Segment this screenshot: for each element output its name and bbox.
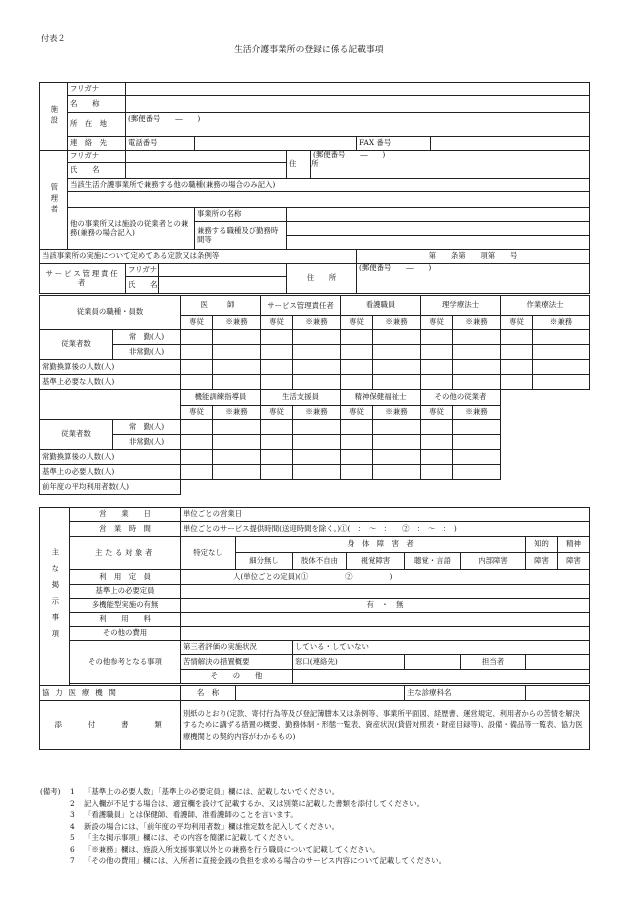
others-field[interactable] bbox=[293, 670, 590, 684]
target-physical-visual[interactable]: 視覚障害 bbox=[347, 553, 405, 570]
cell[interactable] bbox=[453, 345, 501, 360]
cell[interactable] bbox=[421, 435, 453, 450]
cell[interactable] bbox=[261, 420, 293, 435]
cell[interactable] bbox=[213, 345, 261, 360]
service-manager-furigana-label: フリガナ bbox=[126, 264, 159, 277]
cell[interactable] bbox=[341, 375, 373, 390]
target-unspecified[interactable]: 特定なし bbox=[181, 537, 236, 570]
role-header-8: 精神保健福祉士 bbox=[341, 390, 421, 406]
cell[interactable] bbox=[421, 375, 453, 390]
cell[interactable] bbox=[421, 465, 453, 480]
target-physical-limb[interactable]: 肢体不自由 bbox=[293, 553, 347, 570]
cell[interactable] bbox=[293, 330, 341, 345]
cell[interactable] bbox=[453, 420, 501, 435]
cell[interactable] bbox=[341, 420, 373, 435]
cell[interactable] bbox=[501, 360, 533, 375]
cell[interactable] bbox=[373, 465, 421, 480]
manager-address-label: 住 所 bbox=[287, 151, 311, 179]
capacity-field[interactable]: 人(単位ごとの定員)(① ② ) bbox=[181, 570, 590, 585]
office-name-label: 事業所の名称 bbox=[195, 208, 287, 222]
full-time-label: 専従 bbox=[341, 406, 373, 420]
cell[interactable] bbox=[181, 465, 213, 480]
manager-furigana-label: フリガナ bbox=[68, 151, 126, 163]
cell[interactable] bbox=[453, 330, 501, 345]
note-number: 6 bbox=[70, 844, 75, 854]
cell[interactable] bbox=[261, 375, 293, 390]
medical-name-field[interactable] bbox=[236, 686, 405, 701]
nonregular-label: 非常勤(人) bbox=[113, 345, 181, 360]
cell[interactable] bbox=[341, 465, 373, 480]
facility-contact-label: 連 絡 先 bbox=[68, 137, 126, 151]
medical-name-label: 名 称 bbox=[181, 686, 236, 701]
reference-label: その他参考となる事項 bbox=[70, 641, 181, 684]
service-manager-furigana-field[interactable] bbox=[159, 264, 287, 277]
medical-dept-field[interactable] bbox=[526, 686, 590, 701]
manager-other-concurrent-label: 他の事業所又は施設の従業者との兼務(兼務の場合記入) bbox=[68, 208, 195, 250]
cell[interactable] bbox=[293, 375, 341, 390]
cell[interactable] bbox=[293, 420, 341, 435]
facility-furigana-label: フリガナ bbox=[68, 83, 126, 96]
role-header-4: 理学療法士 bbox=[421, 296, 501, 316]
complaints-person: 担当者 bbox=[461, 655, 526, 670]
cell[interactable] bbox=[341, 435, 373, 450]
notes-heading: (備考) bbox=[40, 787, 61, 796]
role-header-3: 看護職員 bbox=[341, 296, 421, 316]
cell[interactable] bbox=[293, 450, 341, 465]
cell[interactable] bbox=[373, 450, 421, 465]
complaints-label: 苦情解決の措置概要 bbox=[181, 655, 293, 670]
cell[interactable] bbox=[261, 450, 293, 465]
cell[interactable] bbox=[181, 330, 213, 345]
service-manager-name-field[interactable] bbox=[159, 277, 287, 294]
cell[interactable] bbox=[293, 345, 341, 360]
note-text: 「※兼務」欄は、施設入所支援事業以外との兼務を行う職員について記載してください。 bbox=[84, 844, 380, 854]
multi-function-field[interactable]: 有 ・ 無 bbox=[181, 599, 590, 613]
table-row bbox=[40, 345, 590, 360]
staff-table bbox=[39, 295, 590, 495]
target-label: 主たる対象者 bbox=[70, 537, 181, 570]
regular-label: 常 勤(人) bbox=[113, 420, 181, 435]
other-fees-label: その他の費用 bbox=[70, 627, 181, 641]
cell[interactable] bbox=[261, 345, 293, 360]
target-mental-sub: 障害 bbox=[558, 553, 590, 570]
regulation-article-field[interactable]: 第 条第 項第 号 bbox=[357, 250, 590, 264]
medical-label: 協力医療機関 bbox=[40, 686, 181, 701]
cell[interactable] bbox=[293, 465, 341, 480]
target-physical-hearing[interactable]: 聴覚・言語 bbox=[405, 553, 461, 570]
cell[interactable] bbox=[181, 345, 213, 360]
role-header-6: 機能訓練指導員 bbox=[181, 390, 261, 406]
facility-fax-field[interactable] bbox=[431, 137, 590, 151]
cell[interactable] bbox=[453, 375, 501, 390]
cell[interactable] bbox=[213, 450, 261, 465]
cell[interactable] bbox=[453, 465, 501, 480]
cell[interactable] bbox=[341, 450, 373, 465]
cell[interactable] bbox=[533, 360, 590, 375]
full-time-label: 専従 bbox=[261, 316, 293, 330]
note-item bbox=[40, 821, 600, 833]
business-hours-label: 営 業 時 間 bbox=[70, 522, 181, 537]
others-label: そ の 他 bbox=[181, 670, 293, 684]
concurrent-label: ※兼務 bbox=[453, 316, 501, 330]
staff-label: 従業員の職種・員数 bbox=[40, 296, 181, 330]
cell[interactable] bbox=[181, 360, 213, 375]
complaints-person-field[interactable] bbox=[526, 655, 590, 670]
facility-phone-label: 電話番号 bbox=[126, 137, 195, 151]
manager-concurrent-field[interactable] bbox=[68, 192, 590, 208]
full-time-label: 専従 bbox=[501, 316, 533, 330]
cell[interactable] bbox=[501, 375, 533, 390]
facility-phone-field[interactable] bbox=[195, 137, 357, 151]
cell[interactable] bbox=[293, 435, 341, 450]
capacity-label: 利 用 定 員 bbox=[70, 570, 181, 585]
required-count-label: 基準上必要な人数(人) bbox=[40, 375, 181, 390]
notes bbox=[40, 786, 600, 867]
multi-function-label: 多機能型実施の有無 bbox=[70, 599, 181, 613]
full-time-label: 専従 bbox=[181, 406, 213, 420]
cell[interactable] bbox=[453, 360, 501, 375]
cell[interactable] bbox=[453, 435, 501, 450]
note-item bbox=[40, 832, 600, 844]
cell[interactable] bbox=[341, 330, 373, 345]
regular-label: 常 勤(人) bbox=[113, 330, 181, 345]
cell[interactable] bbox=[341, 360, 373, 375]
note-text: 「その他の費用」欄には、入所者に直接金銭の負担を求める場合のサービス内容について記載してください。 bbox=[84, 856, 446, 866]
concurrent-label: ※兼務 bbox=[373, 406, 421, 420]
cell[interactable] bbox=[453, 450, 501, 465]
cell[interactable] bbox=[373, 345, 421, 360]
cell[interactable] bbox=[373, 435, 421, 450]
role-header-2: サービス管理責任者 bbox=[261, 296, 341, 316]
concurrent-label: ※兼務 bbox=[533, 316, 590, 330]
manager-postal-code[interactable]: (郵便番号 ― ) bbox=[311, 151, 590, 179]
other-fees-field[interactable] bbox=[181, 627, 590, 641]
cell[interactable] bbox=[213, 435, 261, 450]
complaints-window-field[interactable] bbox=[405, 655, 461, 670]
cell[interactable] bbox=[421, 450, 453, 465]
concurrent-label: ※兼務 bbox=[213, 406, 261, 420]
concurrent-label: ※兼務 bbox=[293, 316, 341, 330]
table-row bbox=[40, 330, 590, 345]
required-capacity-field[interactable] bbox=[181, 585, 590, 599]
concurrent-duties-label: 兼務する職種及び勤務時間等 bbox=[195, 222, 287, 250]
full-time-label: 専従 bbox=[341, 316, 373, 330]
note-item bbox=[40, 786, 600, 798]
cell[interactable] bbox=[261, 435, 293, 450]
target-intellectual-sub: 障害 bbox=[526, 553, 558, 570]
cell[interactable] bbox=[213, 330, 261, 345]
nonregular-label: 非常勤(人) bbox=[113, 435, 181, 450]
postings-group-label: 主な掲示事項 bbox=[40, 508, 70, 686]
business-days-label: 営 業 日 bbox=[70, 508, 181, 522]
cell[interactable] bbox=[421, 345, 453, 360]
manager-concurrent-header: 当該生活介護事業所で兼務する他の職種(兼務の場合のみ記入) bbox=[68, 179, 590, 192]
service-manager-postal-code[interactable]: (郵便番号 ― ) bbox=[357, 264, 590, 294]
full-time-label: 専従 bbox=[421, 316, 453, 330]
cell[interactable] bbox=[213, 420, 261, 435]
prev-users-label: 前年度の平均利用者数(人) bbox=[40, 480, 181, 495]
cell[interactable] bbox=[421, 420, 453, 435]
cell[interactable] bbox=[341, 345, 373, 360]
employee-count-label: 従業者数 bbox=[40, 420, 113, 450]
fee-field[interactable] bbox=[181, 613, 590, 627]
form-title: 生活介護事業所の登録に係る記載事項 bbox=[234, 45, 384, 55]
cell[interactable] bbox=[293, 360, 341, 375]
note-item bbox=[40, 855, 600, 867]
regulation-label: 当該事業所の実施について定めてある定款又は条例等 bbox=[40, 250, 357, 264]
target-physical: 身 体 障 害 者 bbox=[236, 537, 526, 553]
note-text: 「主な掲示事項」欄には、その内容を簡潔に記載してください。 bbox=[84, 833, 299, 843]
facility-address-field[interactable] bbox=[126, 127, 590, 137]
cell[interactable] bbox=[181, 435, 213, 450]
cell[interactable] bbox=[373, 330, 421, 345]
facility-name-label: 名 称 bbox=[68, 96, 126, 113]
cell[interactable] bbox=[421, 360, 453, 375]
concurrent-hours-field[interactable] bbox=[287, 236, 590, 250]
postings-table bbox=[39, 507, 590, 750]
cell[interactable] bbox=[501, 330, 533, 345]
complaints-window[interactable]: 窓口(連絡先) bbox=[293, 655, 405, 670]
required-capacity-label: 基準上の必要定員 bbox=[70, 585, 181, 599]
service-manager-address-label: 住 所 bbox=[287, 264, 357, 294]
business-hours-field[interactable]: 単位ごとのサービス提供時間(送迎時間を除く。)①( ： ～ ： ② ： ～ ： ) bbox=[181, 522, 590, 537]
attachments-label: 添 付 書 類 bbox=[40, 701, 181, 750]
concurrent-label: ※兼務 bbox=[213, 316, 261, 330]
employee-count-label: 従業者数 bbox=[40, 330, 113, 360]
manager-name-label: 氏 名 bbox=[68, 163, 126, 179]
cell[interactable] bbox=[213, 375, 261, 390]
office-name-field[interactable] bbox=[287, 208, 590, 222]
table-row bbox=[40, 360, 590, 375]
concurrent-duties-field[interactable] bbox=[287, 222, 590, 236]
target-physical-none[interactable]: 細分無し bbox=[236, 553, 293, 570]
cell[interactable] bbox=[533, 330, 590, 345]
cell[interactable] bbox=[213, 465, 261, 480]
note-number: 4 bbox=[70, 821, 75, 831]
registration-form-top bbox=[39, 82, 590, 294]
note-text: 「基準上の必要人数」「基準上の必要定員」欄には、記載しないでください。 bbox=[84, 787, 339, 796]
cell[interactable] bbox=[181, 420, 213, 435]
cell[interactable] bbox=[373, 360, 421, 375]
role-header-1: 医 師 bbox=[181, 296, 261, 316]
target-physical-internal[interactable]: 内部障害 bbox=[461, 553, 526, 570]
note-number: 2 bbox=[70, 798, 75, 808]
cell[interactable] bbox=[261, 465, 293, 480]
note-text: 「看護職員」とは保健師、看護師、准看護師のことを言います。 bbox=[84, 810, 298, 820]
full-time-label: 専従 bbox=[261, 406, 293, 420]
note-text: 記入欄が不足する場合は、適宜欄を設けて記載するか、又は別葉に記載した書類を添付してください。 bbox=[84, 798, 424, 808]
fte-label: 常勤換算後の人数(人) bbox=[40, 360, 181, 375]
note-item bbox=[40, 798, 600, 810]
staff-empty-area bbox=[501, 390, 590, 495]
facility-furigana-field[interactable] bbox=[126, 83, 590, 96]
concurrent-label: ※兼務 bbox=[373, 316, 421, 330]
required-count-label: 基準上の必要人数(人) bbox=[40, 465, 181, 480]
note-number: 3 bbox=[70, 810, 75, 820]
full-time-label: 専従 bbox=[421, 406, 453, 420]
business-days-field[interactable]: 単位ごとの営業日 bbox=[181, 508, 590, 522]
service-manager-name-label: 氏 名 bbox=[126, 277, 159, 294]
cell[interactable] bbox=[181, 375, 213, 390]
prev-users-field[interactable] bbox=[181, 480, 501, 495]
target-mental[interactable]: 精神 bbox=[558, 537, 590, 553]
cell[interactable] bbox=[181, 450, 213, 465]
cell[interactable] bbox=[261, 330, 293, 345]
target-intellectual[interactable]: 知的 bbox=[526, 537, 558, 553]
third-party-label: 第三者評価の実施状況 bbox=[181, 641, 293, 655]
cell[interactable] bbox=[261, 360, 293, 375]
fee-label: 利 用 料 bbox=[70, 613, 181, 627]
cell[interactable] bbox=[373, 420, 421, 435]
note-number: 5 bbox=[70, 833, 75, 843]
attachment-number: 付表２ bbox=[41, 33, 66, 43]
note-item bbox=[40, 844, 600, 856]
service-manager-label: サービス管理責任者 bbox=[40, 264, 126, 294]
fte-label: 常勤換算後の人数(人) bbox=[40, 450, 181, 465]
note-item bbox=[40, 809, 600, 821]
note-number: 7 bbox=[70, 856, 75, 866]
medical-dept-label: 主な診療科名 bbox=[405, 686, 526, 701]
facility-group-label: 施設 bbox=[40, 83, 68, 151]
cell[interactable] bbox=[501, 345, 533, 360]
note-number: 1 bbox=[70, 787, 75, 796]
manager-name-field[interactable] bbox=[126, 163, 287, 179]
attachments-field[interactable]: 別紙のとおり(定款、寄付行為等及び登記簿謄本又は条例等、事業所平面図、経歴書、運営規定、利用者からの苦情を解決するために講ずる措置の概要、勤務体制・形態一覧表、資産状況(貸借対照表・財産目録等)、設備・備品等一覧表、協力医療機関との契約内容がわかるもの) bbox=[181, 701, 590, 750]
table-row bbox=[40, 375, 590, 390]
facility-postal-code[interactable]: (郵便番号 ― ) bbox=[126, 113, 590, 127]
third-party-field[interactable]: している・していない bbox=[293, 641, 590, 655]
concurrent-label: ※兼務 bbox=[293, 406, 341, 420]
facility-name-field[interactable] bbox=[126, 96, 590, 113]
facility-fax-label: FAX 番号 bbox=[357, 137, 431, 151]
role-header-9: その他の従業者 bbox=[421, 390, 501, 406]
role-header-5: 作業療法士 bbox=[501, 296, 590, 316]
cell[interactable] bbox=[533, 345, 590, 360]
facility-address-label: 所 在 地 bbox=[68, 113, 126, 137]
note-text: 新設の場合には、「前年度の平均利用者数」欄は推定数を記入してください。 bbox=[84, 821, 339, 831]
manager-furigana-field[interactable] bbox=[126, 151, 287, 163]
role-header-7: 生活支援員 bbox=[261, 390, 341, 406]
cell[interactable] bbox=[213, 360, 261, 375]
full-time-label: 専従 bbox=[181, 316, 213, 330]
cell[interactable] bbox=[373, 375, 421, 390]
cell[interactable] bbox=[533, 375, 590, 390]
concurrent-label: ※兼務 bbox=[453, 406, 501, 420]
staff-blank-cell bbox=[40, 390, 181, 420]
cell[interactable] bbox=[421, 330, 453, 345]
manager-group-label: 管理者 bbox=[40, 151, 68, 250]
